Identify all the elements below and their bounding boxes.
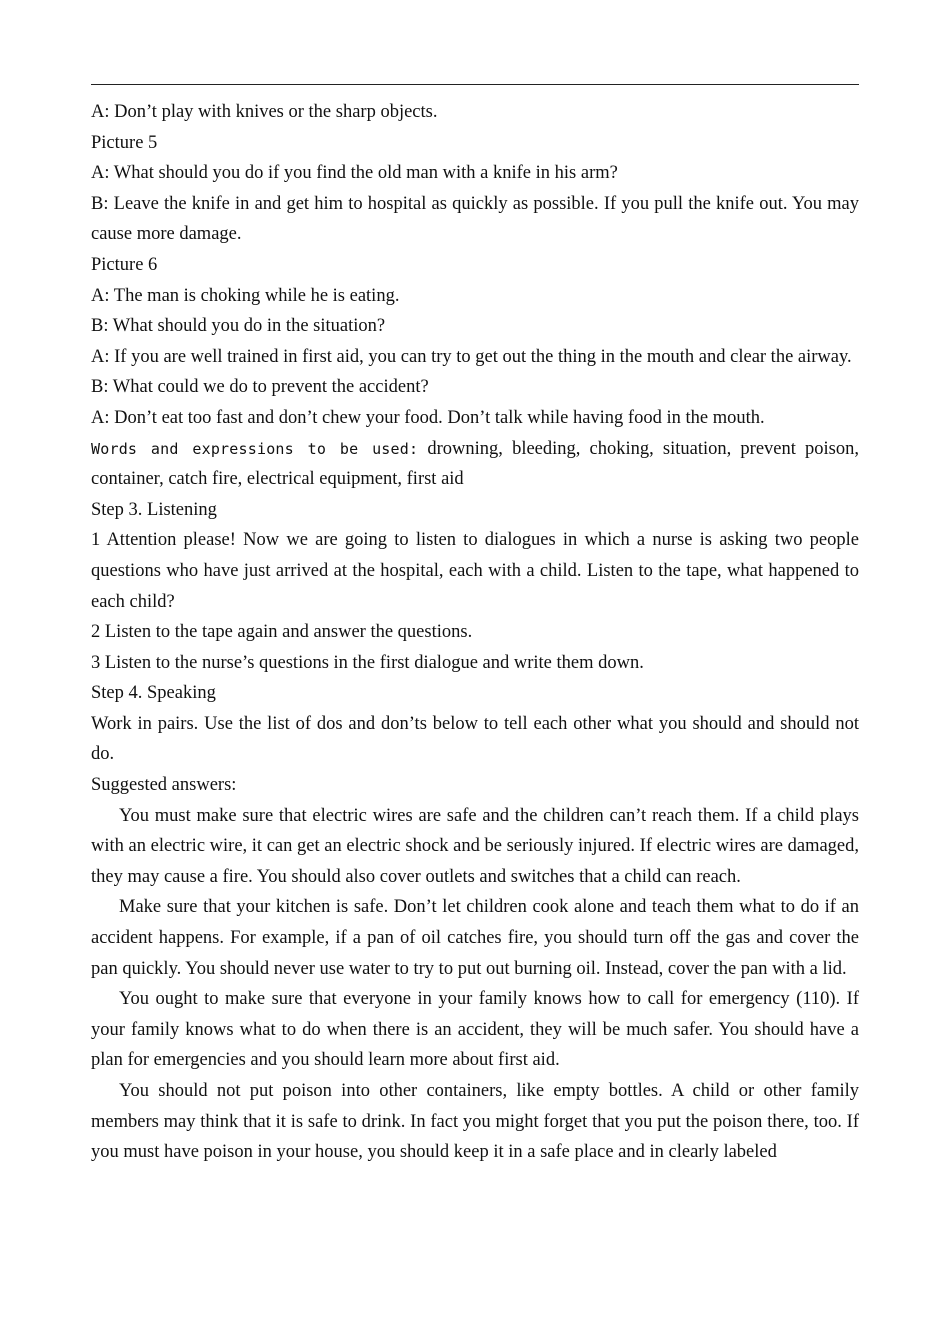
document-page [91,84,859,1168]
answer-paragraph: You ought to make sure that everyone in your family knows how to call for emergency (110). If your family knows what to do when there is an accident, they will be much safer. You should have a plan for emergencies and you should learn more about first aid. [91,989,859,1071]
step3-item-2: 2 Listen to the tape again and answer the questions. [91,622,473,643]
step3-item-3: 3 Listen to the nurse’s questions in the first dialogue and write them down. [91,652,644,673]
dialogue-line: A: If you are well trained in first aid, you can try to get out the thing in the mouth and clear the airway. [91,346,852,367]
dialogue-line: B: What could we do to prevent the accident? [91,377,429,398]
words-and-expressions [91,434,859,495]
dialogue-line: A: The man is choking while he is eating. [91,285,400,306]
dialogue-line: A: Don’t play with knives or the sharp objects. [91,102,438,122]
dialogue-line: A: What should you do if you find the old man with a knife in his arm? [91,163,618,184]
step4-heading: Step 4. Speaking [91,683,216,704]
answer-paragraph: Make sure that your kitchen is safe. Don’t let children cook alone and teach them what to do if an accident happens. For example, if a pan of oil catches fire, you should turn off the gas and cover the pan quickly. You should never use water to try to put out burning oil. Instead, cover the pan with a lid. [91,897,859,979]
picture-5-heading: Picture 5 [91,132,158,153]
dialogue-line: B: What should you do in the situation? [91,316,386,337]
step4-instruction: Work in pairs. Use the list of dos and don’ts below to tell each other what you should and should not do. [91,713,859,765]
words-label: Words and expressions to be used: [91,439,419,458]
step3-heading: Step 3. Listening [91,499,217,520]
header-rule [91,84,859,85]
words-list: drowning, bleeding, choking, situation, prevent poison, container, catch fire, electrical equipment, first aid [91,438,859,490]
picture-6-heading: Picture 6 [91,254,158,275]
dialogue-line: B: Leave the knife in and get him to hospital as quickly as possible. If you pull the knife out. You may cause more damage. [91,193,859,245]
answer-paragraph: You should not put poison into other containers, like empty bottles. A child or other family members may think that it is safe to drink. In fact you might forget that you put the poison there, too. If you must have poison in your house, you should keep it in a safe place and in clearly labeled [91,1081,859,1163]
dialogue-line: A: Don’t eat too fast and don’t chew your food. Don’t talk while having food in the mouth. [91,407,765,428]
answer-paragraph: You must make sure that electric wires are safe and the children can’t reach them. If a child plays with an electric wire, it can get an electric shock and be seriously injured. If electric wires are damaged, they may cause a fire. You should also cover outlets and switches that a child can reach. [91,805,859,887]
step3-item-1: 1 Attention please! Now we are going to listen to dialogues in which a nurse is asking two people questions who have just arrived at the hospital, each with a child. Listen to the tape, what happened to each child? [91,530,859,612]
suggested-answers-label: Suggested answers: [91,775,237,796]
